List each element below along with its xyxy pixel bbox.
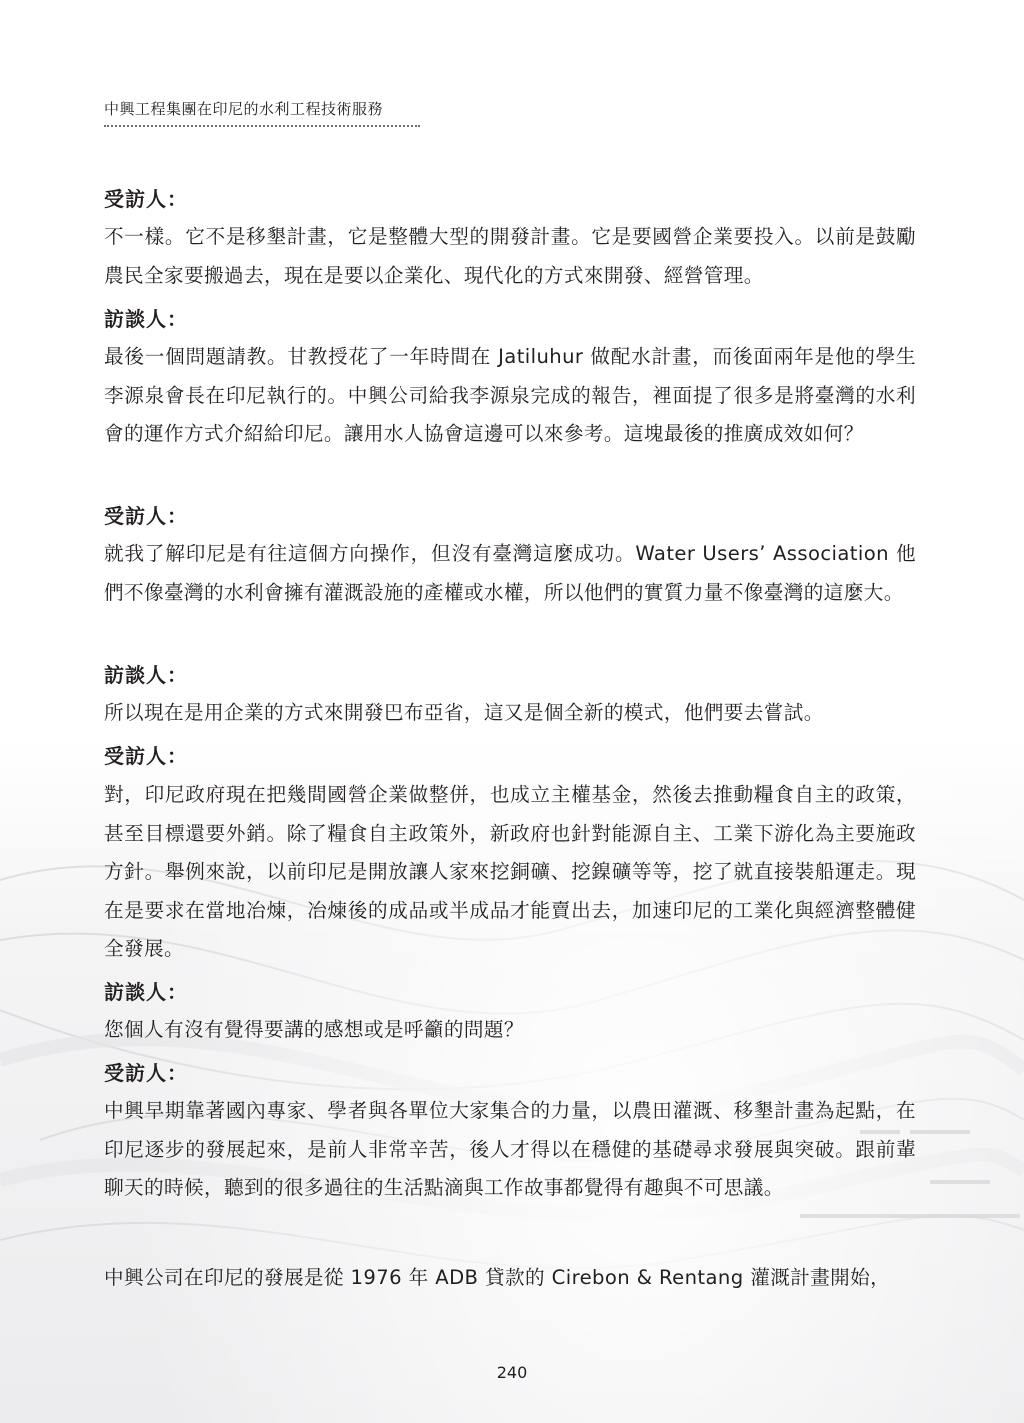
dialogue-paragraph: 所以現在是用企業的方式來開發巴布亞省，這又是個全新的模式，他們要去嘗試。 [104,701,824,724]
page-number: 240 [496,1363,528,1382]
speaker-label: 訪談人： [104,663,188,687]
dialogue-paragraph: 不一樣。它不是移墾計畫，它是整體大型的開發計畫。它是要國營企業要投入。以前是鼓勵農民全家要搬過去，現在是要以企業化、現代化的方式來開發、經營管理。 [104,225,916,287]
speaker-label: 受訪人： [104,744,188,768]
speaker-label: 受訪人： [104,1061,188,1085]
dialogue-paragraph: 中興早期靠著國內專家、學者與各單位大家集合的力量，以農田灌溉、移墾計畫為起點，在印尼逐步的發展起來，是前人非常辛苦，後人才得以在穩健的基礎尋求發展與突破。跟前輩聊天的時候，聽到的很多過往的生活點滴與工作故事都覺得有趣與不可思議。 [104,1099,916,1200]
dialogue-paragraph: 對，印尼政府現在把幾間國營企業做整併，也成立主權基金，然後去推動糧食自主的政策，甚至目標還要外銷。除了糧食自主政策外，新政府也針對能源自主、工業下游化為主要施政方針。舉例來說，以前印尼是開放讓人家來挖銅礦、挖鎳礦等等，挖了就直接裝船運走。現在是要求在當地冶煉，冶煉後的成品或半成品才能賣出去，加速印尼的工業化與經濟整體健全發展。 [104,783,916,961]
header-dotted-rule [104,125,420,127]
dialogue-paragraph: 最後一個問題請教。甘教授花了一年時間在 Jatiluhur 做配水計畫，而後面兩年是他的學生李源泉會長在印尼執行的。中興公司給我李源泉完成的報告，裡面提了很多是將臺灣的水利會的運作方式介紹給印尼。讓用水人協會這邊可以來參考。這塊最後的推廣成效如何？ [104,345,916,446]
running-header [104,98,420,127]
header-title: 中興工程集團在印尼的水利工程技術服務 [104,100,384,118]
dialogue-paragraph: 您個人有沒有覺得要講的感想或是呼籲的問題？ [104,1018,524,1041]
speaker-label: 受訪人： [104,504,188,528]
speaker-label: 訪談人： [104,980,188,1004]
closing-paragraph: 中興公司在印尼的發展是從 1976 年 ADB 貸款的 Cirebon & Rentang 灌溉計畫開始， [104,1266,891,1289]
speaker-label: 受訪人： [104,187,188,211]
dialogue-paragraph: 就我了解印尼是有往這個方向操作，但沒有臺灣這麼成功。Water Users’ Association 他們不像臺灣的水利會擁有灌溉設施的產權或水權，所以他們的實質力量不像臺灣的這麼大。 [104,542,916,604]
speaker-label: 訪談人： [104,307,188,331]
